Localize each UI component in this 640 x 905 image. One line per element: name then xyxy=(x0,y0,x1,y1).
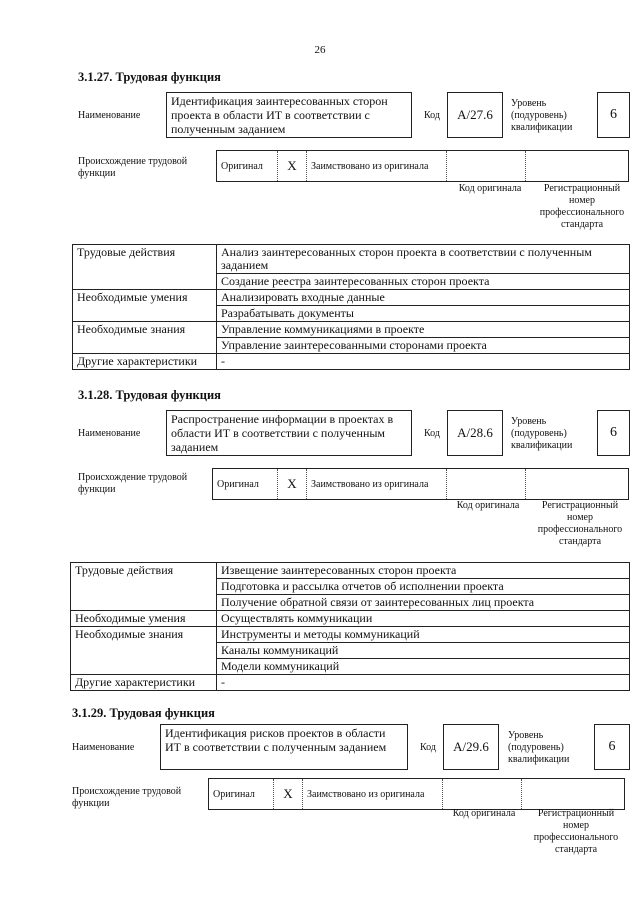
code-original-cell xyxy=(443,779,522,810)
code-original-caption: Код оригинала xyxy=(456,500,520,511)
level-label: Уровень (подуровень) квалификации xyxy=(511,416,573,451)
section-title: 3.1.27. Трудовая функция xyxy=(78,70,221,84)
original-cell: Оригинал xyxy=(217,151,278,182)
row-key: Необходимые знания xyxy=(71,627,217,643)
row-key: Другие характеристики xyxy=(73,354,217,370)
reg-number-caption: Регистрационный номер профессионального стандарта xyxy=(533,808,619,855)
origin-label: Происхождение трудовой функции xyxy=(78,472,188,495)
row-value: Управление заинтересованными сторонами проекта xyxy=(217,338,630,354)
original-cell: Оригинал xyxy=(213,469,278,500)
reg-number-cell xyxy=(522,779,625,810)
code-original-cell xyxy=(447,151,526,182)
origin-label: Происхождение трудовой функции xyxy=(72,786,182,809)
row-key xyxy=(73,274,217,290)
code-box: A/28.6 xyxy=(447,410,503,456)
row-key xyxy=(73,338,217,354)
x-mark: X xyxy=(278,151,307,182)
level-label: Уровень (подуровень) квалификации xyxy=(508,730,570,765)
borrowed-cell: Заимствовано из оригинала xyxy=(307,469,447,500)
level-box: 6 xyxy=(594,724,630,770)
code-original-cell xyxy=(447,469,526,500)
row-key: Другие характеристики xyxy=(71,675,217,691)
name-label: Наименование xyxy=(72,742,135,753)
level-box: 6 xyxy=(597,92,630,138)
code-label: Код xyxy=(424,428,440,439)
x-mark: X xyxy=(274,779,303,810)
row-value: Получение обратной связи от заинтересованных лиц проекта xyxy=(217,595,630,611)
original-cell: Оригинал xyxy=(209,779,274,810)
row-value: Модели коммуникаций xyxy=(217,659,630,675)
row-key xyxy=(73,306,217,322)
row-value: Извещение заинтересованных сторон проекта xyxy=(217,563,630,579)
row-value: Каналы коммуникаций xyxy=(217,643,630,659)
row-value: - xyxy=(217,354,630,370)
row-value: Осуществлять коммуникации xyxy=(217,611,630,627)
row-key xyxy=(71,595,217,611)
section-title: 3.1.28. Трудовая функция xyxy=(78,388,221,402)
row-key: Трудовые действия xyxy=(73,245,217,274)
borrowed-cell: Заимствовано из оригинала xyxy=(307,151,447,182)
reg-number-cell xyxy=(526,469,629,500)
code-original-caption: Код оригинала xyxy=(458,183,522,194)
x-mark: X xyxy=(278,469,307,500)
code-label: Код xyxy=(420,742,436,753)
row-value: Анализировать входные данные xyxy=(217,290,630,306)
borrowed-cell: Заимствовано из оригинала xyxy=(303,779,443,810)
row-key: Необходимые умения xyxy=(71,611,217,627)
origin-table xyxy=(212,468,629,500)
name-label: Наименование xyxy=(78,110,141,121)
code-box: A/27.6 xyxy=(447,92,503,138)
code-original-caption: Код оригинала xyxy=(452,808,516,819)
details-table xyxy=(70,562,630,691)
level-box: 6 xyxy=(597,410,630,456)
function-name-box: Идентификация рисков проектов в области ИТ в соответствии с полученным заданием xyxy=(160,724,408,770)
details-table xyxy=(72,244,630,370)
code-box: A/29.6 xyxy=(443,724,499,770)
section-title: 3.1.29. Трудовая функция xyxy=(72,706,215,720)
page-number: 26 xyxy=(314,44,326,56)
function-name-box: Распространение информации в проектах в области ИТ в соответствии с полученным заданием xyxy=(166,410,412,456)
function-name-box: Идентификация заинтересованных сторон проекта в области ИТ в соответствии с полученным заданием xyxy=(166,92,412,138)
row-value: Управление коммуникациями в проекте xyxy=(217,322,630,338)
origin-table xyxy=(216,150,629,182)
origin-label: Происхождение трудовой функции xyxy=(78,156,188,179)
row-key: Трудовые действия xyxy=(71,563,217,579)
origin-table xyxy=(208,778,625,810)
row-key: Необходимые знания xyxy=(73,322,217,338)
row-key xyxy=(71,659,217,675)
row-key xyxy=(71,643,217,659)
row-value: Создание реестра заинтересованных сторон проекта xyxy=(217,274,630,290)
row-key: Необходимые умения xyxy=(73,290,217,306)
code-label: Код xyxy=(424,110,440,121)
reg-number-caption: Регистрационный номер профессионального стандарта xyxy=(537,500,623,547)
name-label: Наименование xyxy=(78,428,141,439)
reg-number-caption: Регистрационный номер профессионального стандарта xyxy=(539,183,625,230)
reg-number-cell xyxy=(526,151,629,182)
row-value: - xyxy=(217,675,630,691)
row-value: Анализ заинтересованных сторон проекта в соответствии с полученным заданием xyxy=(217,245,630,274)
row-value: Подготовка и рассылка отчетов об исполнении проекта xyxy=(217,579,630,595)
row-value: Разрабатывать документы xyxy=(217,306,630,322)
row-value: Инструменты и методы коммуникаций xyxy=(217,627,630,643)
level-label: Уровень (подуровень) квалификации xyxy=(511,98,573,133)
row-key xyxy=(71,579,217,595)
